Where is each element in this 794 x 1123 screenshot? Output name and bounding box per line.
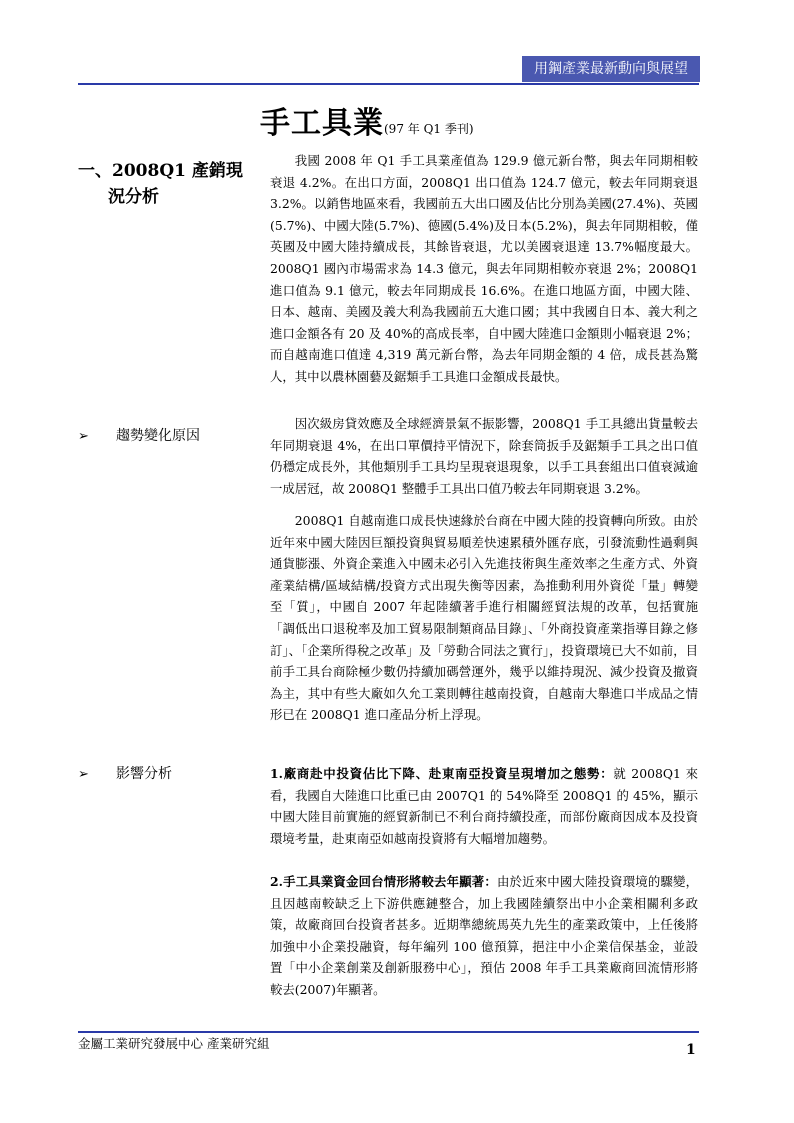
footer-organization: 金屬工業研究發展中心 產業研究組 <box>78 1036 270 1051</box>
page-number: 1 <box>686 1042 696 1058</box>
impact-item-1 <box>270 763 698 849</box>
impact-item-2 <box>270 871 698 1001</box>
section-heading-line1: 一、2008Q1 產銷現 <box>78 161 243 181</box>
section-heading-1 <box>78 158 258 210</box>
impact-item-2-number: 2. <box>270 874 283 889</box>
impact-item-1-number: 1. <box>270 766 283 781</box>
section2-paragraph-2: 2008Q1 自越南進口成長快速緣於台商在中國大陸的投資轉向所致。由於近年來中國大陸因巨額投資與貿易順差快速累積外匯存底，引發流動性過剩與通貨膨漲、外資企業進入中國未必引入先進技術與生產效率之生產方式、外資產業結構/區域結構/投資方式出現失衡等因素，為推動利用外資從「量」轉變至「質」，中國自 2007 年起陸續著手進行相關經貿法規的改革，包括實施「調低出口退稅率及加工貿易限制類商品目錄」、「外商投資產業指導目錄之修訂」、「企業所得稅之改革」及「勞動合同法之實行」，投資環境已大不如前，目前手工具台商除極少數仍持續加碼營運外，幾乎以維持現況、減少投資及撤資為主，其中有些大廠如久允工業則轉往越南投資，自越南大舉進口半成品之情形已在 2008Q1 進口產品分析上浮現。 <box>270 513 698 723</box>
title-sub: (97 年 Q1 季刊) <box>384 122 474 136</box>
section-heading-line2: 況分析 <box>108 187 159 207</box>
bullet-impact-label: 影響分析 <box>116 766 172 782</box>
title-main: 手工具業 <box>260 106 384 141</box>
arrowhead-bullet-icon: ➢ <box>78 429 89 444</box>
bullet-impact-analysis <box>78 764 172 785</box>
header-label: 用鋼產業最新動向與展望 <box>522 56 700 82</box>
section1-paragraph: 我國 2008 年 Q1 手工具業產值為 129.9 億元新台幣，與去年同期相較衰退 4.2%。在出口方面，2008Q1 出口值為 124.7 億元，較去年同期衰退 3.2%。以銷售地區來看，我國前五大出口國及佔比分別為美國(27.4%)、英國(5.7%)、中國大陸(5.7%)、德國(5.4%)及日本(5.2%)，與去年同期相較，僅英國及中國大陸持續成長，其餘皆衰退，尤以美國衰退達 13.7%幅度最大。2008Q1 國內市場需求為 14.3 億元，與去年同期相較亦衰退 2%；2008Q1 進口值為 9.1 億元，較去年同期成長 16.6%。在進口地區方面，中國大陸、日本、越南、美國及義大利為我國前五大進口國；其中我國自日本、義大利之進口金額各有 20 及 40%的高成長率，自中國大陸進口金額則小幅衰退 2%；而自越南進口值達 4,319 萬元新台幣，為去年同期金額的 4 倍，成長甚為驚人，其中以農林園藝及鋸類手工具進口金額成長最快。 <box>270 153 698 384</box>
header-divider <box>78 83 699 85</box>
impact-item-2-body: 由於近來中國大陸投資環境的驟變，且因越南較缺乏上下游供應鏈整合，加上我國陸續祭出中小企業相關利多政策，故廠商回台投資者甚多。近期準總統馬英九先生的產業政策中，上任後將加強中小企業投融資，每年編列 100 億預算，挹注中小企業信保基金，並設置「中小企業創業及創新服務中心」，預估 2008 年手工具業廠商回流情形將較去(2007)年顯著。 <box>270 874 699 997</box>
arrowhead-bullet-icon: ➢ <box>78 767 89 782</box>
bullet-trend-label: 趨勢變化原因 <box>116 428 200 444</box>
impact-item-2-lead: 手工具業資金回台情形將較去年顯著： <box>282 874 497 889</box>
impact-item-1-body: 就 2008Q1 來看，我國自大陸進口比重已由 2007Q1 的 54%降至 2008Q1 的 45%，顯示中國大陸目前實施的經貿新制已不利台商持續投產，而部份廠商因成本及投資環境考量，赴東南亞如越南投資將有大幅增加趨勢。 <box>270 766 699 846</box>
bullet-trend-causes <box>78 426 200 447</box>
page-title <box>260 98 560 142</box>
footer-divider <box>78 1031 699 1033</box>
impact-item-1-lead: 廠商赴中投資佔比下降、赴東南亞投資呈現增加之態勢： <box>282 766 614 781</box>
section2-paragraph-1: 因次級房貸效應及全球經濟景氣不振影響，2008Q1 手工具總出貨量較去年同期衰退 4%，在出口單價持平情況下，除套筒扳手及鋸類手工具之出口值仍穩定成長外，其他類別手工具均呈現衰退現象，以手工具套組出口值衰減逾一成居冠，故 2008Q1 整體手工具出口值乃較去年同期衰退 3.2%。 <box>270 416 698 496</box>
